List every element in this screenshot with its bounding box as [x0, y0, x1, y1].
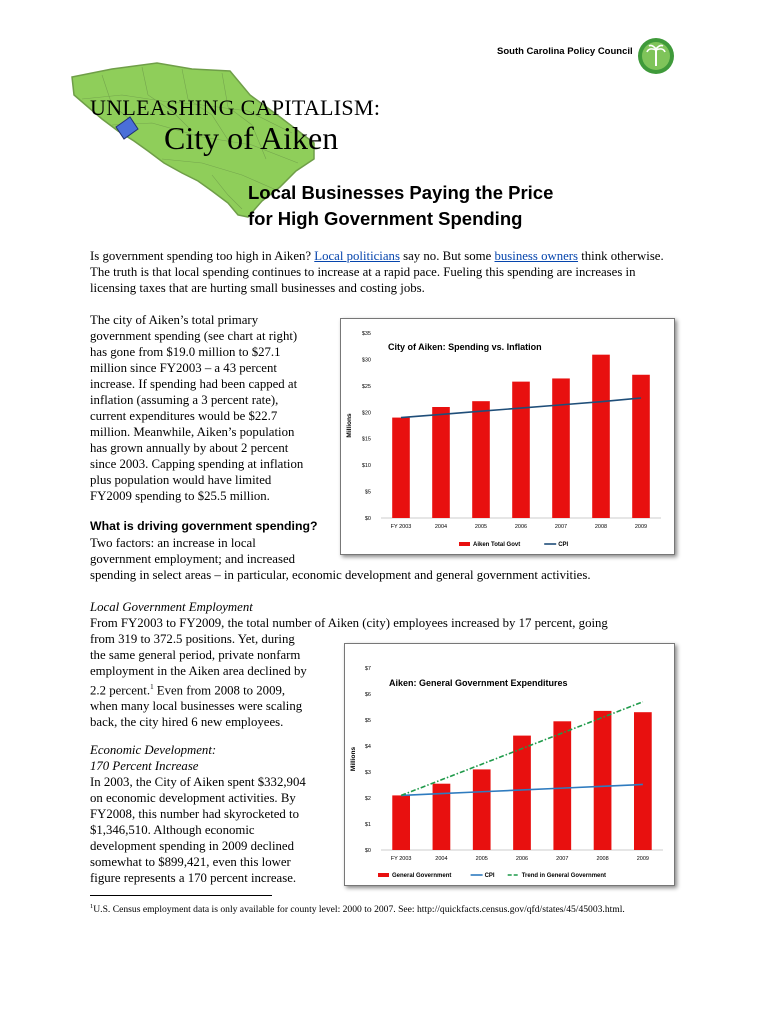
- c1-xtick-label: 2007: [554, 524, 568, 530]
- org-name: South Carolina Policy Council: [497, 46, 633, 57]
- drivers-full-line: spending in select areas – in particular, economic development and general government activities.: [90, 568, 591, 582]
- c2-title: Aiken: General Government Expenditures: [389, 678, 568, 688]
- c2-bar: [634, 712, 652, 850]
- c2-xtick-label: 2009: [636, 856, 649, 862]
- c1-ytick-label: $20: [361, 410, 371, 417]
- c1-ytick-label: $10: [361, 463, 371, 470]
- c1-bar: [432, 407, 450, 518]
- c2-xtick-label: 2006: [515, 856, 529, 862]
- spending-paragraph: The city of Aiken’s total primary government spending (see chart at right) has gone from $19.0 million to $27.1 million since FY2003 – a 43 percent increase. If spending had been capped at inflation (assuming a 3 percent rate), current expenditures would be $22.7 million. Meanwhile, Aiken’s population has grown annually by about 2 percent since 2003. Capping spending at inflation plus population would have limited FY2009 spending to $25.5 million.: [90, 313, 304, 503]
- c1-bar: [512, 382, 530, 518]
- footnote-divider: [90, 895, 272, 896]
- c1-xtick-label: 2006: [514, 524, 528, 530]
- c1-xtick-label: 2008: [594, 524, 608, 530]
- general-government-chart: [344, 643, 675, 886]
- c2-bar: [594, 711, 612, 850]
- c2-bar: [513, 736, 531, 850]
- c1-title: City of Aiken: Spending vs. Inflation: [388, 342, 542, 352]
- local-politicians-link[interactable]: Local politicians: [314, 249, 400, 263]
- c1-xtick-label: FY 2003: [390, 524, 412, 530]
- c2-bar: [392, 795, 410, 850]
- c2-legend-label: CPI: [484, 873, 495, 879]
- c1-bar: [632, 375, 650, 518]
- c2-ytick-label: $5: [364, 718, 371, 724]
- c1-xtick-label: 2005: [474, 524, 488, 530]
- c1-legend-label: CPI: [558, 542, 569, 548]
- c2-legend-label: General Government: [392, 873, 452, 879]
- c2-bar: [553, 721, 571, 850]
- headline-line-2: for High Government Spending: [248, 208, 523, 229]
- headline-line-1: Local Businesses Paying the Price: [248, 182, 554, 203]
- econdev-paragraph: In 2003, the City of Aiken spent $332,904 on economic development activities. By FY2008, this number had skyrocketed to $1,346,510. Although economic development spending in 2009 declined somewhat to $899,421, even this lower figure represents a 170 percent increase.: [90, 775, 306, 885]
- section-heading-drivers: What is driving government spending?: [90, 519, 318, 533]
- c1-ylabel: Millions: [346, 413, 353, 438]
- c1-legend-swatch: [459, 542, 470, 546]
- c1-ytick-label: $25: [361, 383, 371, 390]
- c2-ylabel: Millions: [350, 746, 357, 772]
- c2-ytick-label: $7: [364, 666, 371, 672]
- c1-bar: [472, 401, 490, 518]
- c1-xtick-label: 2009: [634, 524, 648, 530]
- c1-bar: [552, 378, 570, 518]
- c2-ytick-label: $4: [364, 744, 371, 750]
- c2-bar: [473, 769, 491, 850]
- chart-2-svg: [345, 644, 674, 885]
- c2-xtick-label: 2004: [435, 856, 448, 862]
- section-heading-econdev: Economic Development: 170 Percent Increase: [90, 743, 217, 773]
- c1-xtick-label: 2004: [434, 524, 448, 530]
- footnote-ref[interactable]: 1: [150, 683, 154, 691]
- business-owners-link[interactable]: business owners: [494, 249, 579, 263]
- c1-legend-label: Aiken Total Govt: [473, 542, 521, 548]
- employment-full-line: From FY2003 to FY2009, the total number of Aiken (city) employees increased by 17 percent, going: [90, 616, 608, 630]
- c1-bar: [592, 355, 610, 518]
- spending-vs-inflation-chart: [340, 318, 675, 555]
- c2-legend-swatch: [378, 873, 389, 877]
- c2-ytick-label: $0: [364, 848, 371, 854]
- c2-xtick-label: 2008: [596, 856, 609, 862]
- c2-ytick-label: $1: [364, 822, 371, 828]
- c1-ytick-label: $5: [364, 489, 371, 496]
- headline: [248, 180, 553, 232]
- c1-ytick-label: $0: [364, 516, 371, 522]
- footnote: $^1$U.S. Census employment data is only available for county level: 2000 to 2007. See: http://quickfacts.census.gov/qfd/states/45/45003.html.: [90, 903, 625, 916]
- c2-xtick-label: 2005: [475, 856, 488, 862]
- c1-ytick-label: $15: [361, 436, 371, 443]
- c2-xtick-label: FY 2003: [390, 856, 412, 862]
- series-title: UNLEASHING CAPITALISM:: [90, 95, 381, 120]
- c1-bar: [392, 418, 410, 518]
- c2-ytick-label: $6: [364, 692, 371, 698]
- drivers-lines: Two factors: an increase in local government employment; and increased: [90, 536, 296, 566]
- c2-xtick-label: 2007: [556, 856, 569, 862]
- intro-paragraph: Is government spending too high in Aiken? Local politicians say no. But some business owners think otherwise. The truth is that local spending continues to increase at a rapid pace. Fueling this spending are increases in licensing taxes that are hurting small businesses and costing jobs.: [90, 249, 664, 295]
- c1-ytick-label: $35: [361, 331, 371, 337]
- c1-ytick-label: $30: [361, 357, 371, 364]
- chart-1-svg: [341, 319, 674, 554]
- city-title: City of Aiken: [164, 120, 339, 156]
- c2-ytick-label: $2: [364, 796, 371, 802]
- employment-paragraph: from 319 to 372.5 positions. Yet, during the same general period, private nonfarm employment in the Aiken area declined by 2.2 percent.$^1$ Even from 2008 to 2009, when many local businesses were scaling back, the city hired 6 new employees.: [90, 632, 307, 730]
- c2-ytick-label: $3: [364, 770, 371, 776]
- c2-legend-label: Trend in General Government: [521, 873, 607, 879]
- palmetto-logo-icon: [636, 36, 676, 76]
- section-heading-employment: Local Government Employment: [90, 600, 253, 614]
